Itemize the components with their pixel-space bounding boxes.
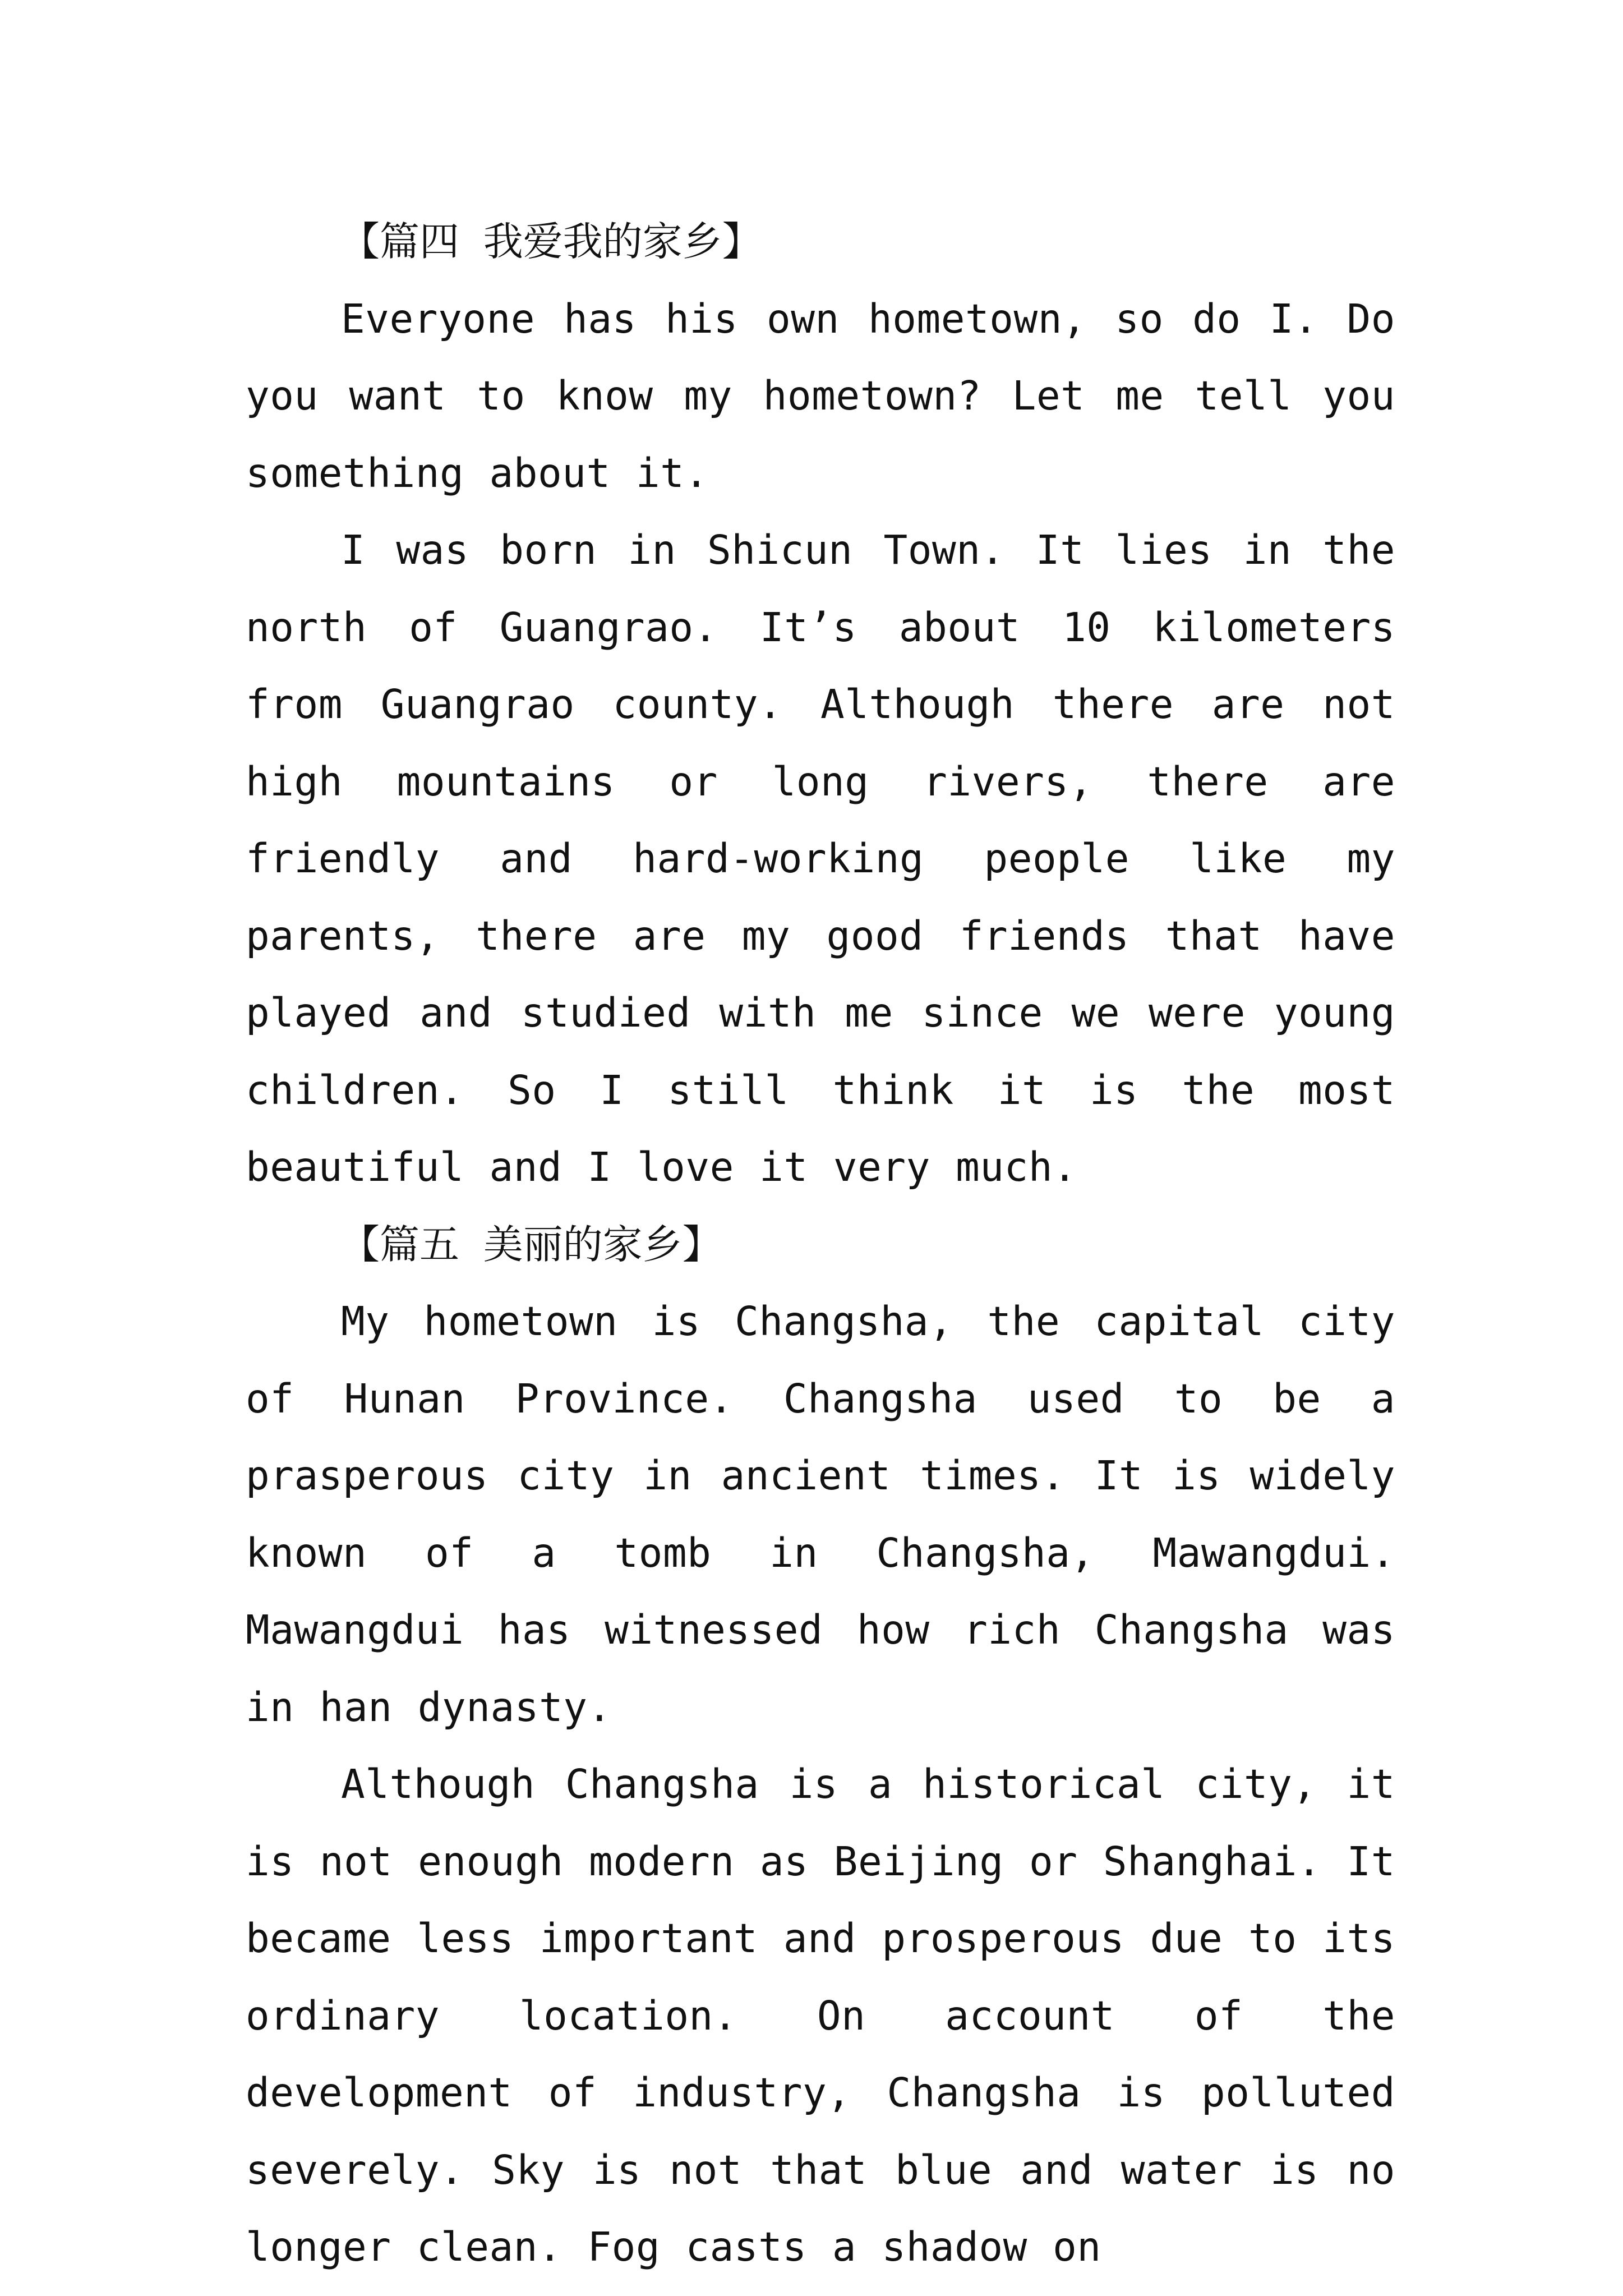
section-heading-5: 【篇五 美丽的家乡】 <box>340 1221 722 1268</box>
document-body <box>246 203 1395 2286</box>
paragraph-changsha-intro: My hometown is Changsha, the capital city of Hunan Province. Changsha used to be a prasperous city in ancient times. It is widely known of a tomb in Changsha, Mawangdui. Mawangdui has witnessed how rich Changsha was in han dynasty. <box>246 1298 1395 1731</box>
section-heading-4: 【篇四 我爱我的家乡】 <box>340 218 762 265</box>
paragraph-hometown-intro: Everyone has his own hometown, so do I. Do you want to know my hometown? Let me tell you something about it. <box>246 295 1395 496</box>
paragraph-shicun-town: I was born in Shicun Town. It lies in the north of Guangrao. It’s about 10 kilometers from Guangrao county. Although there are not high mountains or long rivers, there are friendly and hard-working people like my parents, there are my good friends that have played and studied with me since we were young children. So I still think it is the most beautiful and I love it very much. <box>246 527 1395 1190</box>
paragraph-changsha-pollution: Although Changsha is a historical city, it is not enough modern as Beijing or Shanghai. It became less important and prosperous due to its ordinary location. On account of the development of industry, Changsha is polluted severely. Sky is not that blue and water is no longer clean. Fog casts a shadow on <box>246 1761 1395 2270</box>
